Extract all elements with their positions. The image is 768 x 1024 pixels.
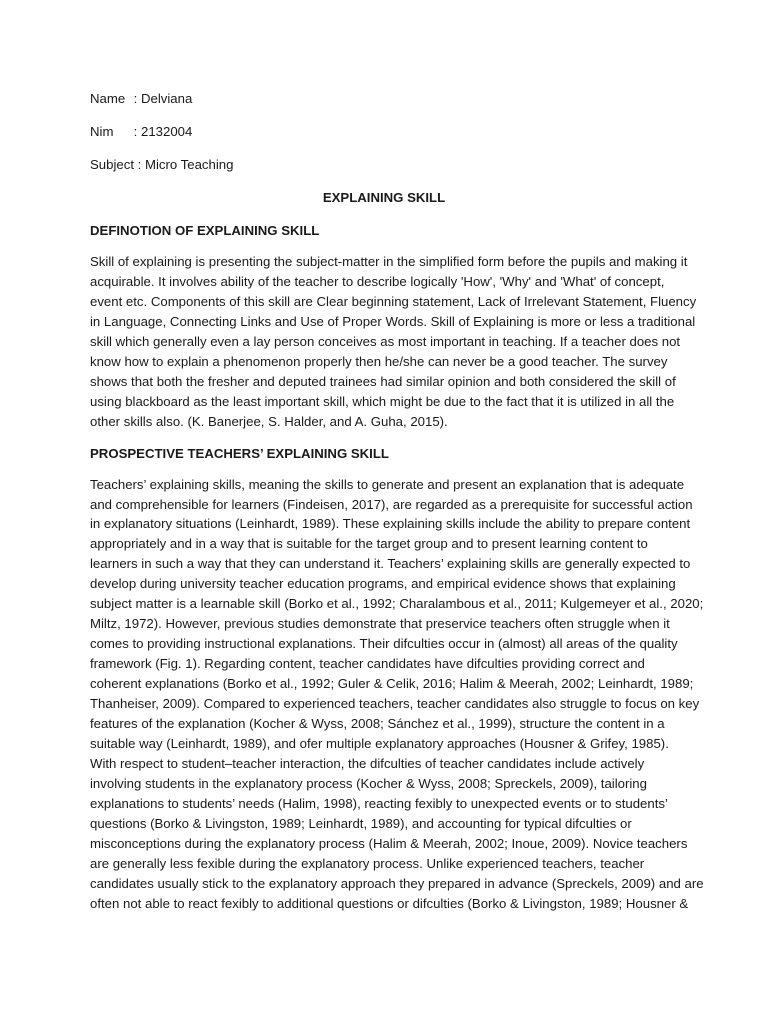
section-heading-definition: DEFINOTION OF EXPLAINING SKILL — [90, 223, 320, 238]
paragraph-line: misconceptions during the explanatory process (Halim & Meerah, 2002; Inoue, 2009). Novice teachers — [90, 835, 688, 851]
paragraph-line: explanations to students’ needs (Halim, 1998), reacting fexibly to unexpected events or to students’ — [90, 795, 668, 811]
paragraph-line: coherent explanations (Borko et al., 1992; Guler & Celik, 2016; Halim & Meerah, 2002; Leinhardt, 1989; — [90, 676, 694, 692]
paragraph-line: using blackboard as the least important skill, which might be due to the fact that it is utilized in all the — [90, 393, 675, 409]
paragraph-line: in explanatory situations (Leinhardt, 1989). These explaining skills include the ability to prepare content — [90, 516, 691, 532]
paragraph-line: Teachers’ explaining skills, meaning the skills to generate and present an explanation that is adequate — [90, 476, 685, 492]
paragraph-line: appropriately and in a way that is suitable for the target group and to present learning content to — [90, 536, 648, 552]
paragraph-line: suitable way (Leinhardt, 1989), and ofer multiple explanatory approaches (Housner & Grifey, 1985). — [90, 735, 669, 751]
section-paragraph-definition — [90, 252, 697, 432]
paragraph-line: candidates usually stick to the explanatory approach they prepared in advance (Spreckels, 2009) and are — [90, 875, 704, 891]
name-line — [90, 90, 678, 108]
subject-value: : Micro Teaching — [137, 157, 234, 172]
name-label: Name — [90, 91, 126, 106]
section-heading-prospective: PROSPECTIVE TEACHERS’ EXPLAINING SKILL — [90, 445, 389, 461]
paragraph-line: comes to providing instructional explanations. Their difculties occur in (almost) all areas of the quality — [90, 636, 678, 652]
paragraph-line: shows that both the fresher and deputed trainees had similar opinion and both considered the skill of — [90, 373, 676, 389]
paragraph-line: questions (Borko & Livingston, 1989; Leinhardt, 1989), and accounting for typical difculties or — [90, 815, 632, 831]
paragraph-line: in Language, Connecting Links and Use of Proper Words. Skill of Explaining is more or less a traditional — [90, 313, 696, 329]
paragraph-line: subject matter is a learnable skill (Borko et al., 1992; Charalambous et al., 2011; Kulgemeyer et al., 2020; — [90, 596, 704, 612]
paragraph-line: involving students in the explanatory process (Kocher & Wyss, 2008; Spreckels, 2009), tailoring — [90, 775, 647, 791]
paragraph-line: Miltz, 1972). However, previous studies demonstrate that preservice teachers often struggle when it — [90, 616, 670, 632]
nim-label: Nim — [90, 124, 114, 139]
name-value: : Delviana — [133, 91, 193, 106]
paragraph-line: are generally less fexible during the explanatory process. Unlike experienced teachers, teacher — [90, 855, 645, 871]
paragraph-line: acquirable. It involves ability of the teacher to describe logically 'How', 'Why' and 'What' of concept, — [90, 273, 665, 289]
paragraph-line: and comprehensible for learners (Findeisen, 2017), are regarded as a prerequisite for successful action — [90, 496, 693, 512]
paragraph-line: learners in such a way that they can understand it. Teachers’ explaining skills are generally expected to — [90, 556, 691, 572]
paragraph-line: framework (Fig. 1). Regarding content, teacher candidates have difculties providing correct and — [90, 656, 645, 672]
document-content — [90, 90, 704, 927]
subject-label: Subject — [90, 157, 134, 172]
paragraph-line: Thanheiser, 2009). Compared to experienced teachers, teacher candidates also struggle to focus on key — [90, 696, 700, 712]
paragraph-line: With respect to student–teacher interaction, the difculties of teacher candidates include actively — [90, 755, 645, 771]
subject-line — [90, 156, 678, 174]
paragraph-line: Skill of explaining is presenting the subject-matter in the simplified form before the pupils and making it — [90, 254, 688, 269]
paragraph-line: skill which generally even a lay person conceives as most important in teaching. If a teacher does not — [90, 333, 681, 349]
paragraph-line: event etc. Components of this skill are Clear beginning statement, Lack of Irrelevant Statement, Fluency — [90, 293, 697, 309]
paragraph-line: other skills also. (K. Banerjee, S. Halder, and A. Guha, 2015). — [90, 413, 448, 429]
document-title: EXPLAINING SKILL — [322, 190, 446, 205]
paragraph-line: develop during university teacher education programs, and empirical evidence shows that explaining — [90, 576, 676, 592]
paragraph-line: know how to explain a phenomenon properly then he/she can never be a good teacher. The survey — [90, 353, 668, 369]
section-paragraph-prospective — [90, 475, 704, 914]
nim-value: : 2132004 — [133, 124, 193, 139]
paragraph-line: often not able to react fexibly to additional questions or difculties (Borko & Livingston, 1989; Housner & — [90, 895, 689, 911]
nim-line — [90, 123, 678, 141]
paragraph-line: features of the explanation (Kocher & Wyss, 2008; Sánchez et al., 1999), structure the content in a — [90, 716, 665, 732]
